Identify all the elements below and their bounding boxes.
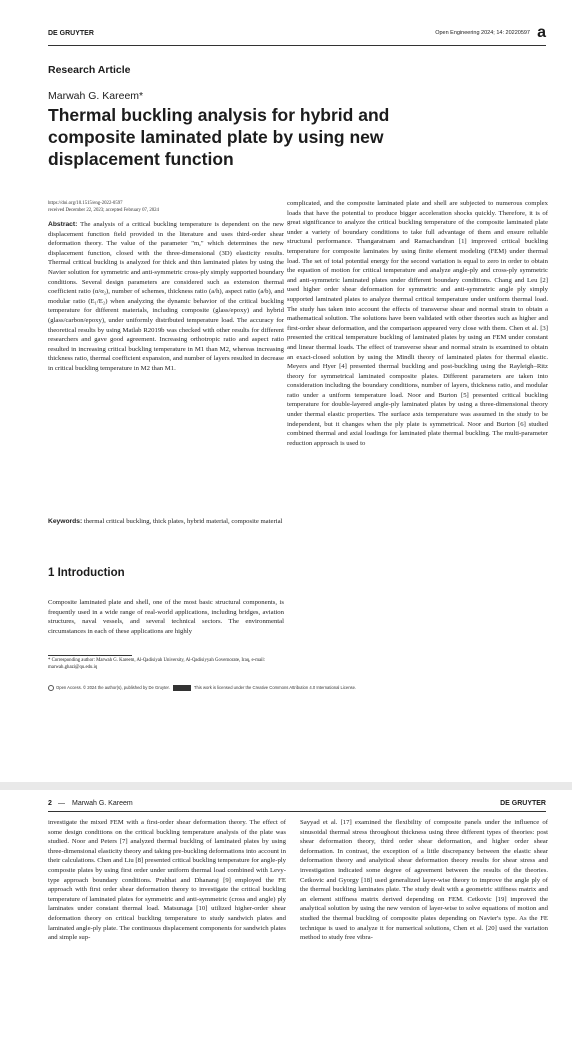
received-dates: received December 22, 2023; accepted February 07, 2024 <box>48 208 159 213</box>
footnote-rule <box>48 655 132 656</box>
introduction-text: Composite laminated plate and shell, one of the most basic structural components, is frequently used in a wide range of real-world applications, including bridges, aviation structures, naval vessels, and several technical sectors. The environmental circumstances in each of these applications are highly <box>48 599 284 635</box>
license-statement[interactable]: This work is licensed under the Creative Commons Attribution 4.0 International License. <box>193 685 357 691</box>
publisher-name: DE GRUYTER <box>48 30 94 37</box>
header-rule-page-2 <box>48 811 546 812</box>
running-author: Marwah G. Kareem <box>72 800 133 807</box>
open-access-statement: Open Access. © 2024 the author(s), published by De Gruyter. <box>56 685 170 691</box>
doi-link[interactable]: https://doi.org/10.1515/eng-2022-0597 <box>48 201 123 206</box>
header-dash: — <box>58 800 65 807</box>
abstract-label: Abstract: <box>48 221 78 228</box>
open-access-icon <box>48 685 54 691</box>
section-heading-introduction: 1 Introduction <box>48 567 125 579</box>
author-name: Marwah G. Kareem* <box>48 90 144 102</box>
running-header <box>48 24 546 42</box>
page-2 <box>0 790 572 1058</box>
article-type: Research Article <box>48 64 131 76</box>
abstract <box>48 220 284 512</box>
header-rule <box>48 45 546 46</box>
right-column-text: complicated, and the composite laminated plate and shell are subjected to numerous complex loads that have the potential to produce bigger acceleration shocks quickly. Therefore, it is of great significance to analyze the critical buckling temperature of the composite laminated plate under a variety of boundary conditions to take full advantage of them and ensure reliable structural performance. Thangaratnam and Ramachandran [1] improved critical buckling temperature for composite laminates by using finite element modeling (FEM) under thermal load. The set of total potential energy for the second variation is equal to zero in order to obtain the equation of motion for critical temperature and analyze angle-ply and cross-ply symmetric and anti-symmetric laminated plates under different boundary conditions. Chang and Leu [2] used higher order shear deformation for symmetric and anti-symmetric angle ply simply supported laminated plates to analyze thermal critical temperature under uniform thermal load. The study has taken into account the effects of transverse shear and normal strain to obtain a mathematical solution. The solutions have been validated with other theories such as higher and first-order shear deformation, and the comparison appeared very close with them. Chen et al. [3] presented the critical temperature buckling of laminated plates by using an FEM under constant and linear thermal loads. The effect of transverse shear and normal strain is examined to obtain an exact-closed solution by using the Mindli theory of laminated plates for thermal elastic. Meyers and Hyer [4] presented thermal buckling and post-buckling using the Rayleigh–Ritz theory for symmetrical laminated composite plates. Different parameters are taken into consideration including the boundary conditions, number of layers, thickness ratio, and modular ratio under a uniform temperature load. Noor and Burton [5] presented critical buckling temperature for double-layered angle-ply laminated plates by using a three-dimensional theory under thermal elastic properties. The surface axis temperature was assumed in the study to be independent, but it changes when the ply plate is symmetrical. Noor and Burton [6] studied combined thermal and axial loadings for laminated plate thermal buckling. The multi-parameter reduction approach is used to <box>287 200 548 447</box>
page-2-left-column: investigate the mixed FEM with a first-order shear deformation theory. The effect of some design conditions on the critical buckling temperature analysis of the plate was studied. Noor and Peters [7] analyzed thermal buckling of laminated plates by using three-dimensional elasticity theory and taking pre-buckling deformations into account in their calculations. Chen and Liu [8] presented critical buckling temperature for angle-ply composite plates by using first order under uniform thermal load combined with Levy-type approach boundary conditions. Prabhat and Dhanaraj [9] employed the FE approach with first order shear deformation theory to investigate the critical buckling temperature of laminated plates for symmetric and anti-symmetric (cross and angle) ply laminates under constant thermal load. Matsunaga [10] utilized higher-order shear deformation theory on critical buckling temperature to study sandwich plates and laminated angle-ply plate. The continuous displacement components for sandwich plates and simple sup- <box>48 819 286 942</box>
keywords <box>48 517 284 539</box>
creative-commons-badge-icon <box>173 685 191 691</box>
publisher-name-page-2: DE GRUYTER <box>500 800 546 807</box>
page-number: 2 <box>48 800 52 807</box>
keywords-label: Keywords: <box>48 518 83 525</box>
keywords-text: thermal critical buckling, thick plates, hybrid material, composite material <box>83 518 283 525</box>
license-line <box>48 685 546 691</box>
open-access-logo-icon: a <box>537 24 546 41</box>
journal-reference: Open Engineering 2024; 14: 20220597 <box>435 30 530 36</box>
page-2-right-column: Sayyad et al. [17] examined the flexibility of composite panels under the influence of sinusoidal thermal stress throughout thickness using three different types of theories: post shear deformation theory, third order shear deformation, and higher order shear deformation. In contrast, the exception of a little discrepancy between the elastic shear deformation theory and analytical shear deformation theory results for shear stress and investigation indicated some degree of agreement between the results of the theories. Cetkovic and Gyorgy [18] used generalized layer-wise theory to improve the angle ply of the thermal buckling laminates plate. The study dealt with a geometric stiffness matrix and an element stiffness matrix derived depending on FEM. Cetkovic [19] improved the analytical solution by using the new version of layer-wise to solve equations of motion and studied the thermal buckling of composite plates depending on Navier's type. As the FE technique is used to analyze it for numerical solutions, Chen et al. [20] used the variation method to study free vibra- <box>300 819 548 942</box>
abstract-text: The analysis of a critical buckling temperature is dependent on the new displacement function field provided in the literature and uses third-order shear deformation theory. The value of the parameter "m," which determines the new displacement function, closed with the three-dimensional (3D) elasticity results. Thermal critical buckling is analyzed for thick and thin laminated plates by using the Navier solution for symmetric and anti-symmetric cross-ply simply supported boundary conditions. Several design parameters are considered such as extension thermal coefficient ratio (α/α₂), number of schemes, thickness ratio (a/h), aspect ratio (a/b), and modular ratio (E₁/E₂) when analyzing the dynamic behavior of the critical buckling temperature for different materials, including composite (glass/epoxy) and hybrid (glass/carbon/epoxy), under uniformly distributed temperature load. The accuracy for theoretical results by using Matlab R2019b was checked with other results for different researchers and gave good agreement. Increasing orthotropic ratio and aspect ratio resulted in increasing critical buckling temperature in M1 than M2, whereas increasing thickness ratio, thermal coefficient expansion, and number of layers resulted in decrease in critical buckling temperature in M2 than M1. <box>48 221 284 372</box>
article-title: Thermal buckling analysis for hybrid and composite laminated plate by using new displacement function <box>48 105 390 169</box>
corresponding-author-footnote: * Corresponding author: Marwah G. Kareem, Al-Qadisiyah University, Al-Qadisiyyah Governorate, Iraq, e-mail: marwah.ghazi@qu.edu.iq <box>48 658 266 670</box>
